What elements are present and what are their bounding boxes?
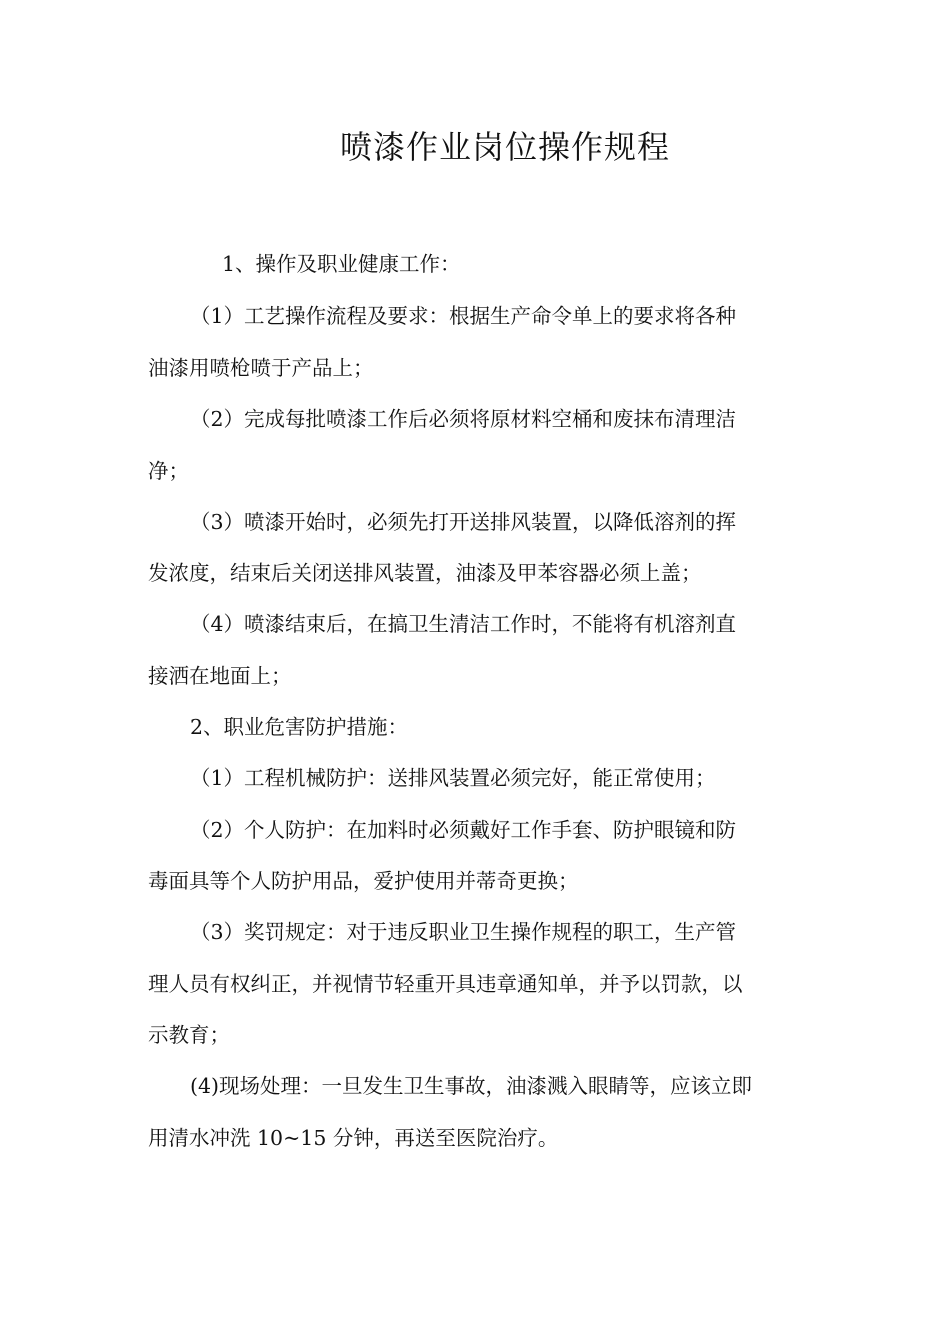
section2-item3-line2: 理人员有权纠正，并视情节轻重开具违章通知单，并予以罚款，以: [148, 972, 743, 996]
section1-item1-line2: 油漆用喷枪喷于产品上；: [148, 356, 374, 380]
section2-item1-line1: （1）工程机械防护：送排风装置必须完好，能正常使用；: [190, 766, 716, 790]
section2-heading: 2、职业危害防护措施：: [190, 715, 409, 739]
section1-item3-line1: （3）喷漆开始时，必须先打开送排风装置，以降低溶剂的挥: [190, 510, 737, 534]
section1-item4-line1: （4）喷漆结束后，在搞卫生清洁工作时，不能将有机溶剂直: [190, 612, 737, 636]
section1-item2-line1: （2）完成每批喷漆工作后必须将原材料空桶和废抹布清理洁: [190, 407, 737, 431]
section2-item3-line1: （3）奖罚规定：对于违反职业卫生操作规程的职工，生产管: [190, 920, 737, 944]
document-title: 喷漆作业岗位操作规程: [339, 128, 670, 166]
section1-item4-line2: 接洒在地面上；: [148, 664, 292, 688]
section2-item2-line2: 毒面具等个人防护用品，爱护使用并蒂奇更换；: [148, 869, 579, 893]
section2-item4-line2: 用清水冲洗 10~15 分钟，再送至医院治疗。: [148, 1126, 559, 1150]
section1-item2-line2: 净；: [148, 459, 189, 483]
section1-item1-line1: （1）工艺操作流程及要求：根据生产命令单上的要求将各种: [190, 304, 737, 328]
section1-item3-line2: 发浓度，结束后关闭送排风装置，油漆及甲苯容器必须上盖；: [148, 561, 702, 585]
section2-item2-line1: （2）个人防护：在加料时必须戴好工作手套、防护眼镜和防: [190, 818, 737, 842]
section1-heading: 1、操作及职业健康工作：: [222, 252, 461, 276]
section2-item3-line3: 示教育；: [148, 1023, 230, 1047]
section2-item4-line1: (4)现场处理：一旦发生卫生事故，油漆溅入眼睛等，应该立即: [190, 1074, 753, 1098]
